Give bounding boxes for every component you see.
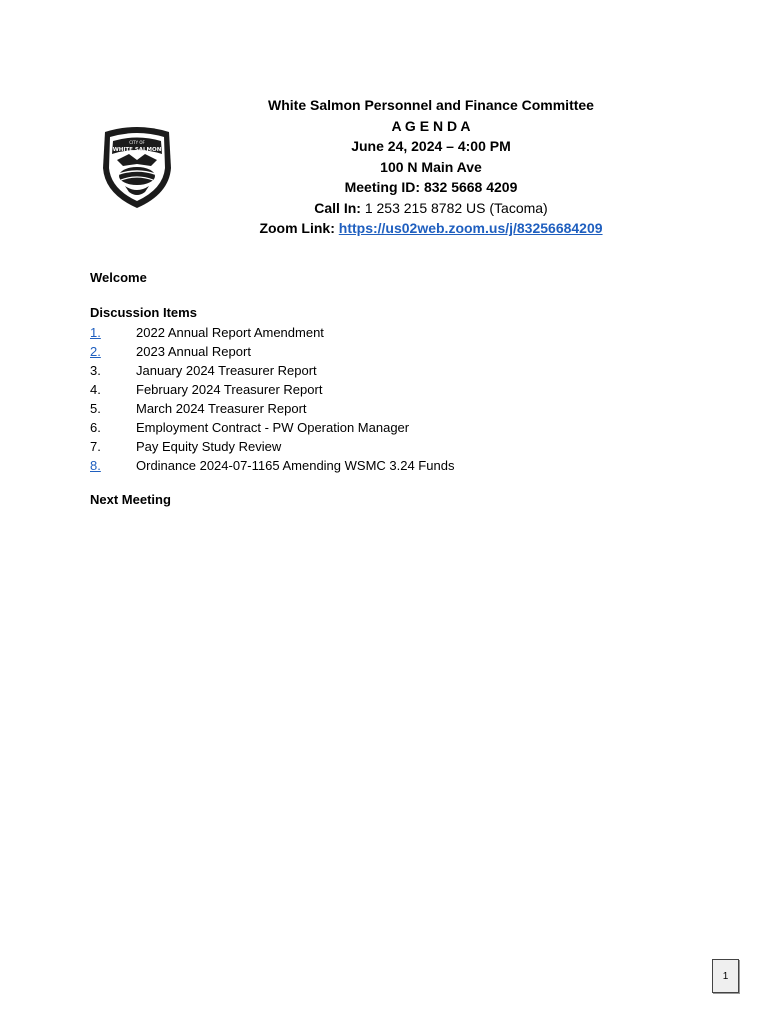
list-item [90, 437, 454, 456]
city-seal-logo [99, 124, 175, 210]
item-text: January 2024 Treasurer Report [136, 363, 317, 378]
meeting-id: Meeting ID: 832 5668 4209 [344, 179, 518, 195]
item-number: 7. [90, 439, 101, 454]
item-number: 5. [90, 401, 101, 416]
meeting-date: June 24, 2024 – 4:00 PM [351, 138, 511, 154]
item-number: 6. [90, 420, 101, 435]
item-text: Ordinance 2024-07-1165 Amending WSMC 3.24 Funds [136, 458, 455, 473]
svg-text:CITY OF: CITY OF [129, 140, 145, 145]
list-item [90, 342, 454, 361]
item-text: 2023 Annual Report [136, 344, 251, 359]
discussion-heading: Discussion Items [90, 305, 197, 320]
list-item [90, 323, 454, 342]
item-text: Pay Equity Study Review [136, 439, 282, 454]
meeting-address: 100 N Main Ave [380, 158, 482, 175]
item-number-link[interactable]: 1. [90, 325, 101, 340]
item-number: 4. [90, 382, 101, 397]
call-in-label: Call In: [314, 199, 361, 216]
agenda-title: A G E N D A [391, 117, 471, 134]
list-item [90, 361, 454, 380]
discussion-items-list [90, 323, 454, 475]
zoom-link[interactable]: https://us02web.zoom.us/j/83256684209 [338, 220, 603, 236]
svg-text:WHITE SALMON: WHITE SALMON [112, 147, 162, 153]
call-in-line [200, 198, 662, 219]
item-text: Employment Contract - PW Operation Manager [136, 420, 410, 435]
list-item [90, 380, 454, 399]
list-item [90, 456, 454, 475]
call-in-number: 1 253 215 8782 US (Tacoma) [360, 199, 548, 216]
item-text: 2022 Annual Report Amendment [136, 325, 324, 340]
committee-title: White Salmon Personnel and Finance Committee [268, 97, 594, 113]
list-item [90, 418, 454, 437]
list-item [90, 399, 454, 418]
item-number-link[interactable]: 2. [90, 344, 101, 359]
agenda-header [200, 95, 662, 239]
page-number: 1 [712, 959, 739, 993]
welcome-heading: Welcome [90, 270, 147, 285]
zoom-line [200, 218, 662, 239]
next-meeting-heading: Next Meeting [90, 492, 171, 507]
zoom-label: Zoom Link: [259, 220, 335, 236]
item-text: March 2024 Treasurer Report [136, 401, 307, 416]
item-text: February 2024 Treasurer Report [136, 382, 323, 397]
item-number: 3. [90, 363, 101, 378]
item-number-link[interactable]: 8. [90, 458, 101, 473]
